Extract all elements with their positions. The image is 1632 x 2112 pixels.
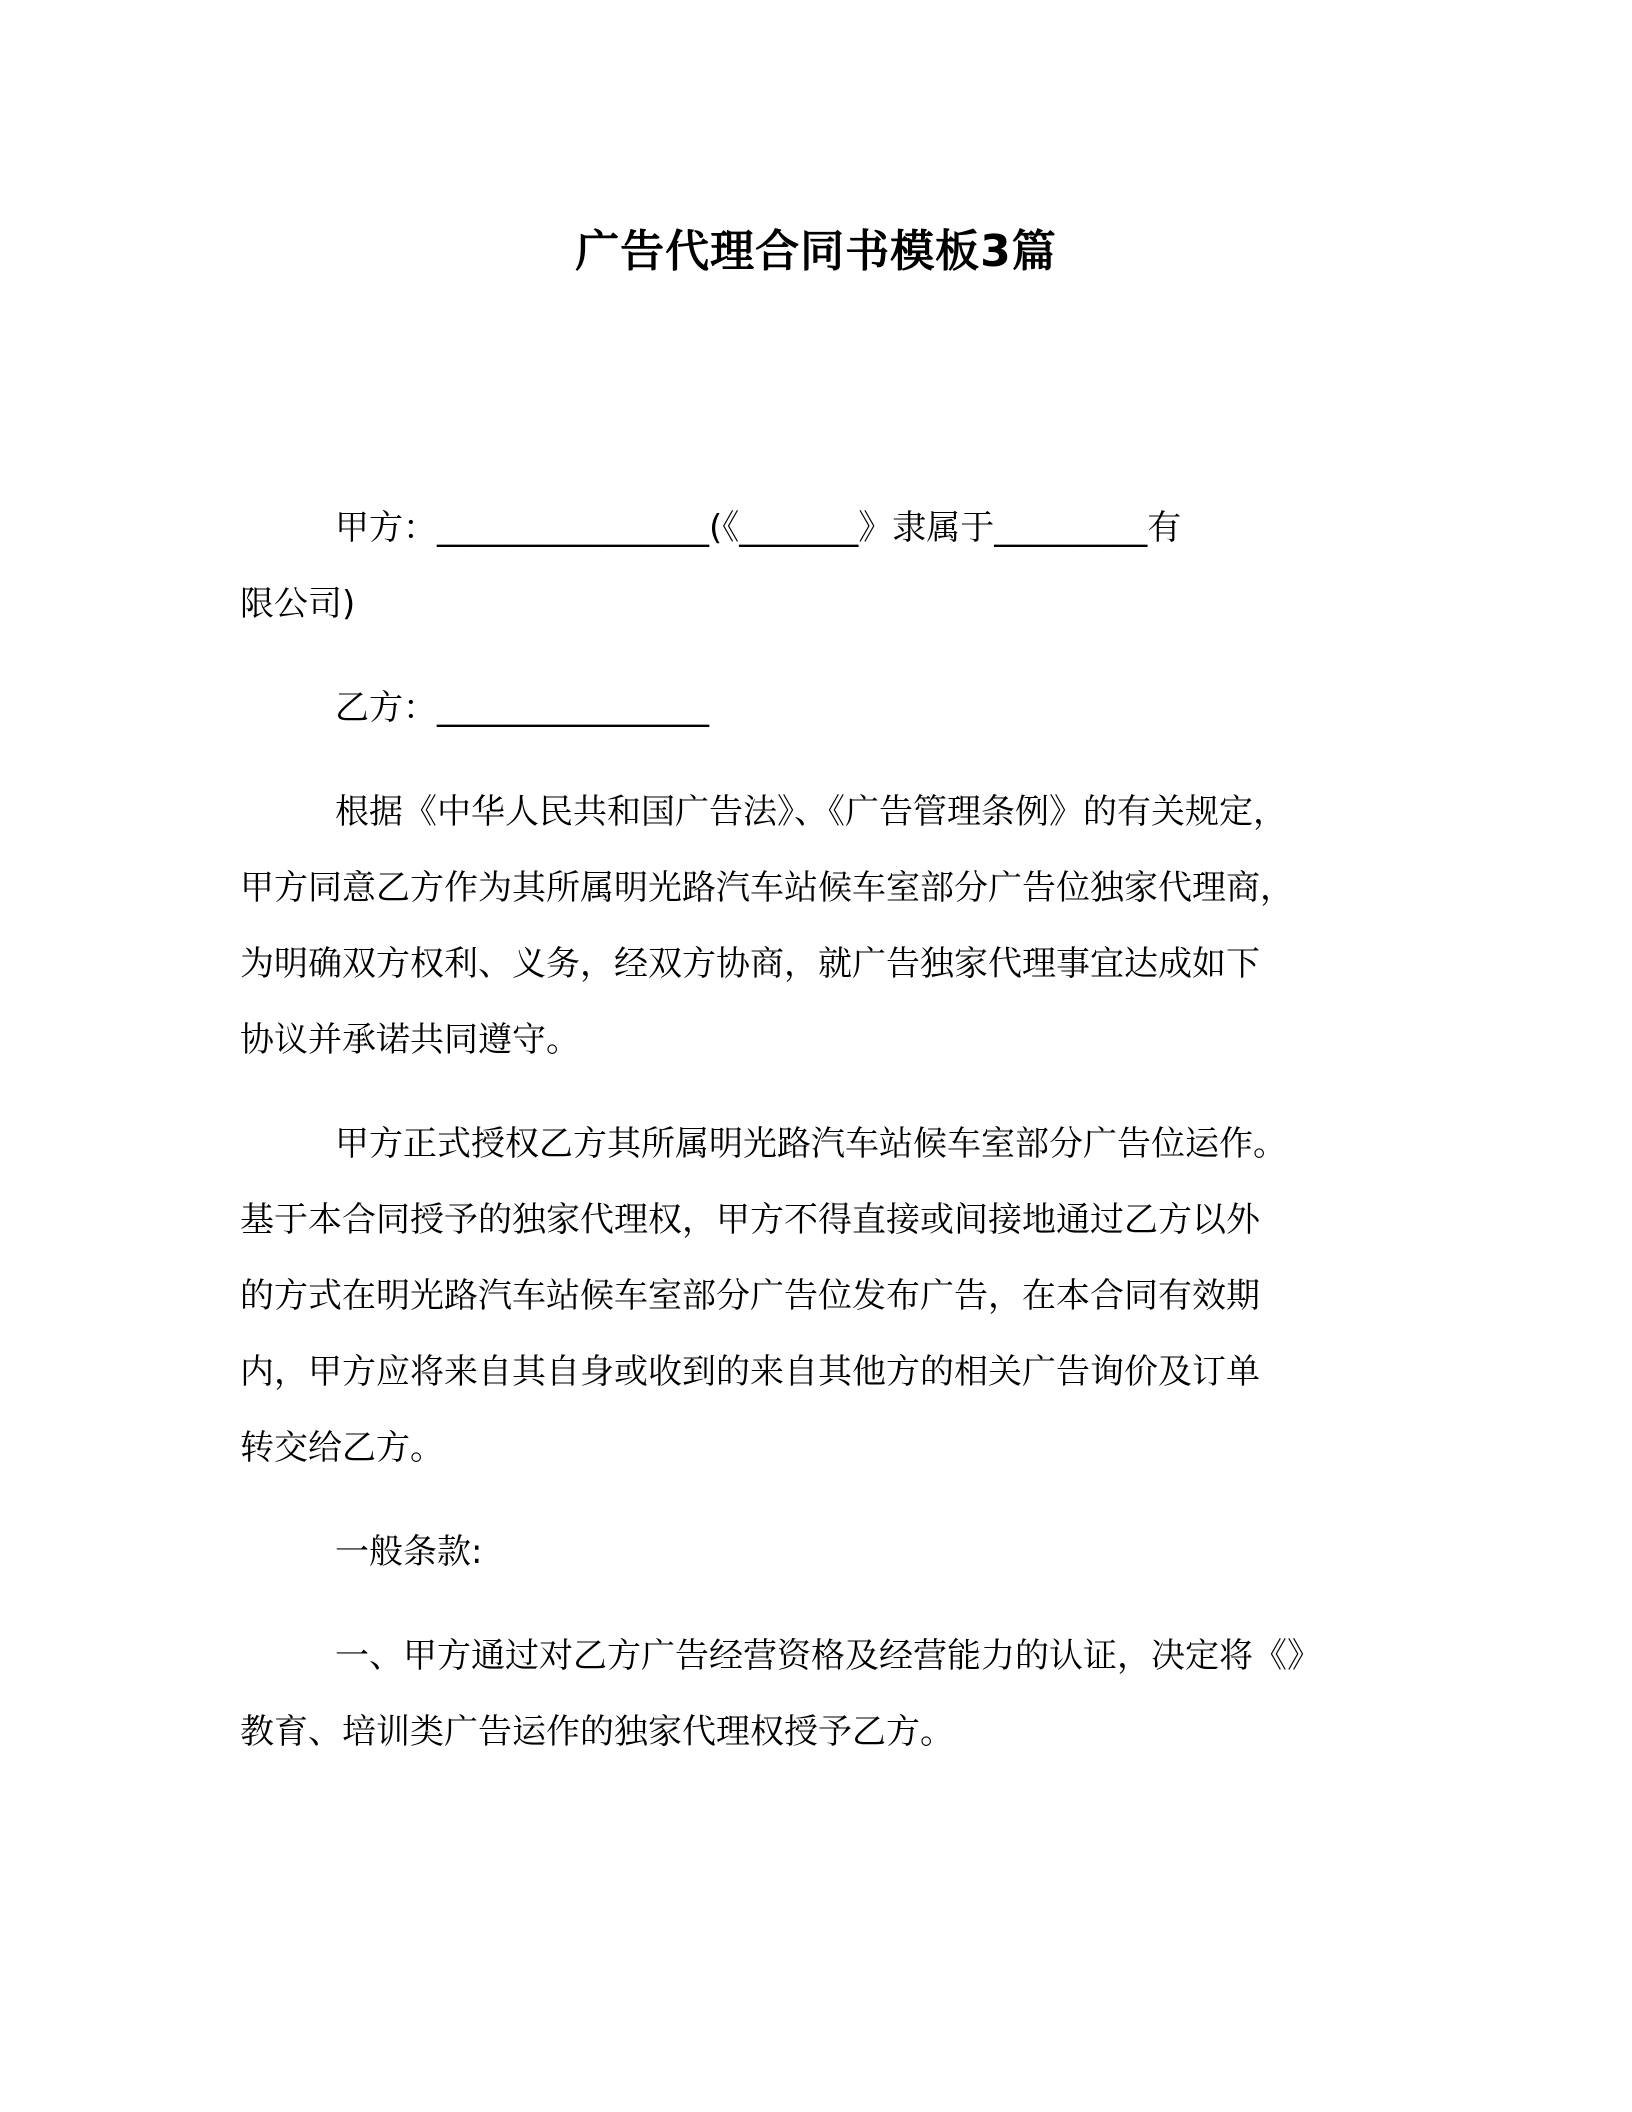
paragraph-line: 一、甲方通过对乙方广告经营资格及经营能力的认证，决定将《》 bbox=[335, 1636, 1321, 1676]
paragraph-line: 内，甲方应将来自其自身或收到的来自其他方的相关广告询价及订单 bbox=[240, 1352, 1260, 1392]
document-body bbox=[240, 490, 1400, 1798]
legal-basis-paragraph bbox=[240, 774, 1400, 1078]
document-title: 广告代理合同书模板3篇 bbox=[575, 226, 1057, 277]
paragraph-line: 基于本合同授予的独家代理权，甲方不得直接或间接地通过乙方以外 bbox=[240, 1200, 1260, 1240]
authorization-paragraph bbox=[240, 1106, 1400, 1486]
paragraph-line: 的方式在明光路汽车站候车室部分广告位发布广告，在本合同有效期 bbox=[240, 1276, 1260, 1316]
paragraph-line: 限公司) bbox=[240, 584, 356, 624]
paragraph-line: 乙方：________________ bbox=[335, 688, 709, 728]
paragraph-line: 为明确双方权利、义务，经双方协商，就广告独家代理事宜达成如下 bbox=[240, 944, 1260, 984]
paragraph-line: 协议并承诺共同遵守。 bbox=[240, 1020, 580, 1060]
paragraph-line: 一般条款: bbox=[335, 1532, 483, 1572]
paragraph-line: 甲方：________________(《_______》隶属于_________有 bbox=[335, 508, 1182, 548]
party-a-paragraph bbox=[240, 490, 1400, 642]
paragraph-line: 甲方正式授权乙方其所属明光路汽车站候车室部分广告位运作。 bbox=[335, 1124, 1287, 1164]
paragraph-line: 转交给乙方。 bbox=[240, 1428, 444, 1468]
general-terms-heading bbox=[240, 1514, 1400, 1590]
paragraph-line: 教育、培训类广告运作的独家代理权授予乙方。 bbox=[240, 1712, 954, 1752]
paragraph-line: 根据《中华人民共和国广告法》、《广告管理条例》的有关规定， bbox=[335, 792, 1287, 832]
clause-one-paragraph bbox=[240, 1618, 1400, 1770]
party-b-paragraph bbox=[240, 670, 1400, 746]
paragraph-line: 甲方同意乙方作为其所属明光路汽车站候车室部分广告位独家代理商， bbox=[240, 868, 1294, 908]
